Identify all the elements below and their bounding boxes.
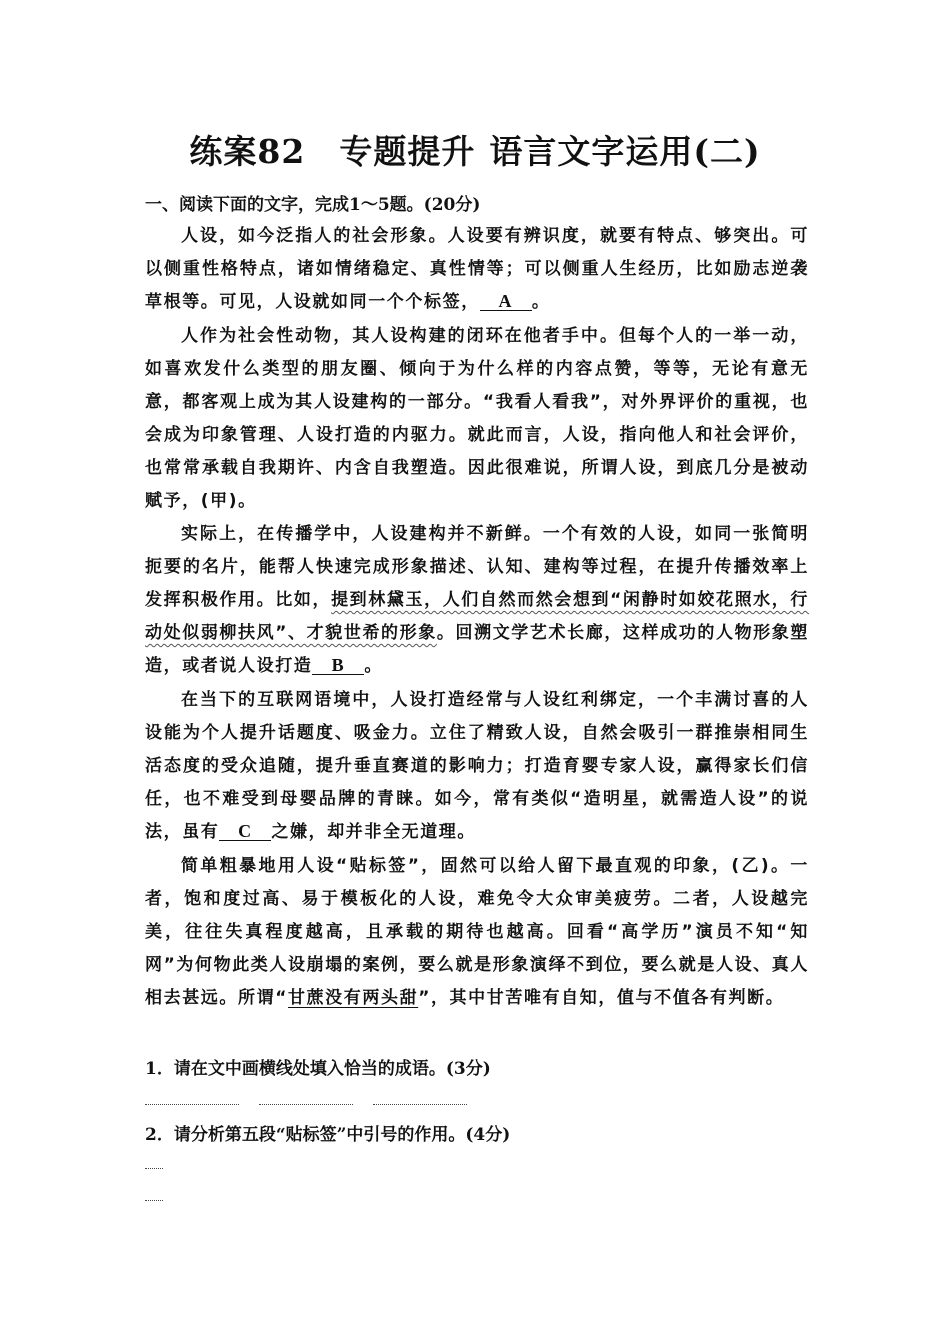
underlined-proverb: 甘蔗没有两头甜 — [287, 988, 419, 1008]
paragraph-1-text: 人设，如今泛指人的社会形象。人设要有辨识度，就要有特点、够突出。可以侧重性格特点，诸如情绪稳定、真性情等；可以侧重人生经历，比如励志逆袭草根等。可见，人设就如同一个个标签， — [145, 226, 809, 312]
paragraph-4-end: 之嫌，却并非全无道理。 — [271, 822, 477, 842]
paragraph-5 — [145, 850, 809, 1015]
paragraph-1-end: 。 — [531, 292, 551, 312]
title-exercise-number: 练案82 — [189, 132, 306, 171]
title-topic: 专题提升 — [339, 132, 476, 171]
answer-line-2b[interactable] — [145, 1200, 163, 1201]
paragraph-2: 人作为社会性动物，其人设构建的闭环在他者手中。但每个人的一举一动，如喜欢发什么类型的朋友圈、倾向于为什么样的内容点赞，等等，无论有意无意，都客观上成为其人设建构的一部分。“我看人看我”，对外界评价的重视，也会成为印象管理、人设打造的内驱力。就此而言，人设，指向他人和社会评价，也常常承载自我期许、内含自我塑造。因此很难说，所谓人设，到底几分是被动赋予，(甲)。 — [145, 326, 809, 511]
title-subject: 语言文字运用(二) — [489, 132, 761, 171]
paragraph-4 — [145, 684, 809, 849]
paragraph-3-middle: 。回溯文学艺术长廊，这样成功的人物形象塑造，或者说人设打造 — [145, 623, 809, 676]
paragraph-5-end: ”，其中甘苦唯有自知，值与不值各有判断。 — [418, 988, 785, 1008]
wavy-underlined-sentence: 提到林黛玉，人们自然而然会想到“闲静时如姣花照水，行动处似弱柳扶风”、才貌世希的形象 — [145, 590, 809, 643]
paragraph-4-text: 在当下的互联网语境中，人设打造经常与人设红利绑定，一个丰满讨喜的人设能为个人提升话题度、吸金力。立住了精致人设，自然会吸引一群推崇相同生活态度的受众追随，提升垂直赛道的影响力；打造育婴专家人设，赢得家长们信任，也不难受到母婴品牌的青睐。如今，常有类似“造明星，就需造人设”的说法，虽有 — [145, 690, 809, 842]
answer-line-2a[interactable] — [145, 1168, 163, 1169]
question-1: 1．请在文中画横线处填入恰当的成语。(3分) — [145, 1059, 491, 1079]
blank-b: B — [312, 656, 364, 675]
blank-a: A — [480, 292, 532, 311]
paragraph-1 — [145, 220, 809, 319]
paragraph-3-text: 实际上，在传播学中，人设建构并不新鲜。一个有效的人设，如同一张简明扼要的名片，能帮人快速完成形象描述、认知、建构等过程，在提升传播效率上发挥积极作用。比如， — [145, 524, 809, 610]
answer-line-1b[interactable] — [259, 1104, 353, 1105]
page-title — [0, 126, 950, 173]
question-2: 2．请分析第五段“贴标签”中引号的作用。(4分) — [145, 1125, 511, 1145]
section-heading: 一、阅读下面的文字，完成1～5题。(20分) — [145, 195, 481, 215]
paragraph-5-text: 简单粗暴地用人设“贴标签”，固然可以给人留下最直观的印象，(乙)。一者，饱和度过高、易于模板化的人设，难免令大众审美疲劳。二者，人设越完美，往往失真程度越高，且承载的期待也越高。回看“高学历”演员不知“知网”为何物此类人设崩塌的案例，要么就是形象演绎不到位，要么就是人设、真人相去甚远。所谓“ — [145, 856, 809, 1008]
blank-c: C — [219, 822, 271, 841]
answer-line-1a[interactable] — [145, 1104, 239, 1105]
answer-line-1c[interactable] — [373, 1104, 467, 1105]
paragraph-3 — [145, 518, 809, 683]
paragraph-3-end: 。 — [364, 656, 384, 676]
